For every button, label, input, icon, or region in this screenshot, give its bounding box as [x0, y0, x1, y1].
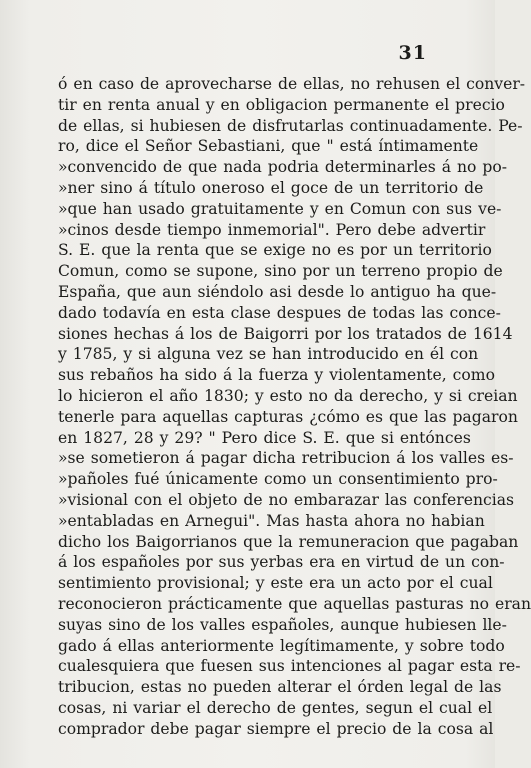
text-line: »pañoles fué únicamente como un consentimiento pro- — [58, 470, 498, 489]
text-line: »visional con el objeto de no embarazar las conferencias — [58, 490, 515, 509]
text-line: á los españoles por sus yerbas era en virtud de un con- — [58, 553, 505, 572]
text-line: de ellas, si hubiesen de disfrutarlas continuadamente. Pe- — [58, 116, 523, 135]
text-line: Comun, como se supone, sino por un terreno propio de — [58, 262, 503, 281]
text-line: siones hechas á los de Baigorri por los tratados de 1614 — [58, 324, 513, 343]
body-text — [58, 74, 531, 740]
text-line: sus rebaños ha sido á la fuerza y violentamente, como — [58, 366, 495, 385]
text-line: tenerle para aquellas capturas ¿cómo es que las pagaron — [58, 407, 518, 426]
text-line: dado todavía en esta clase despues de todas las conce- — [58, 303, 501, 322]
text-line: y 1785, y si alguna vez se han introducido en él con — [58, 345, 479, 364]
text-line: »ner sino á título oneroso el goce de un territorio de — [58, 178, 484, 197]
text-line: cualesquiera que fuesen sus intenciones al pagar esta re- — [58, 657, 521, 676]
page-number: 31 — [398, 42, 427, 64]
text-line: reconocieron prácticamente que aquellas pasturas no eran — [58, 594, 531, 613]
text-line: cosas, ni variar el derecho de gentes, segun el cual el — [58, 698, 493, 717]
text-line: »cinos desde tiempo inmemorial". Pero debe advertir — [58, 220, 486, 239]
text-line: sentimiento provisional; y este era un acto por el cual — [58, 574, 493, 593]
text-line: ó en caso de aprovecharse de ellas, no rehusen el conver- — [58, 75, 526, 93]
text-line: »convencido de que nada podria determinarles á no po- — [58, 158, 508, 177]
text-line: España, que aun siéndolo asi desde lo antiguo ha que- — [58, 282, 497, 301]
text-line: lo hicieron el año 1830; y esto no da derecho, y si creian — [58, 386, 518, 405]
text-line: gado á ellas anteriormente legítimamente, y sobre todo — [58, 636, 505, 655]
text-line: dicho los Baigorrianos que la remuneracion que pagaban — [58, 532, 519, 551]
text-line: »entabladas en Arnegui". Mas hasta ahora no habian — [58, 511, 485, 530]
text-line: comprador debe pagar siempre el precio de la cosa al — [58, 719, 494, 738]
text-line: »que han usado gratuitamente y en Comun con sus ve- — [58, 199, 502, 218]
text-line: suyas sino de los valles españoles, aunque hubiesen lle- — [58, 615, 507, 634]
text-line: S. E. que la renta que se exige no es por un territorio — [58, 241, 492, 260]
text-line: ro, dice el Señor Sebastiani, que " está íntimamente — [58, 137, 479, 156]
text-line: en 1827, 28 y 29? " Pero dice S. E. que si entónces — [58, 428, 471, 447]
text-line: tir en renta anual y en obligacion permanente el precio — [58, 95, 505, 114]
text-line: tribucion, estas no pueden alterar el órden legal de las — [58, 678, 502, 697]
text-line: »se sometieron á pagar dicha retribucion á los valles es- — [58, 449, 514, 468]
